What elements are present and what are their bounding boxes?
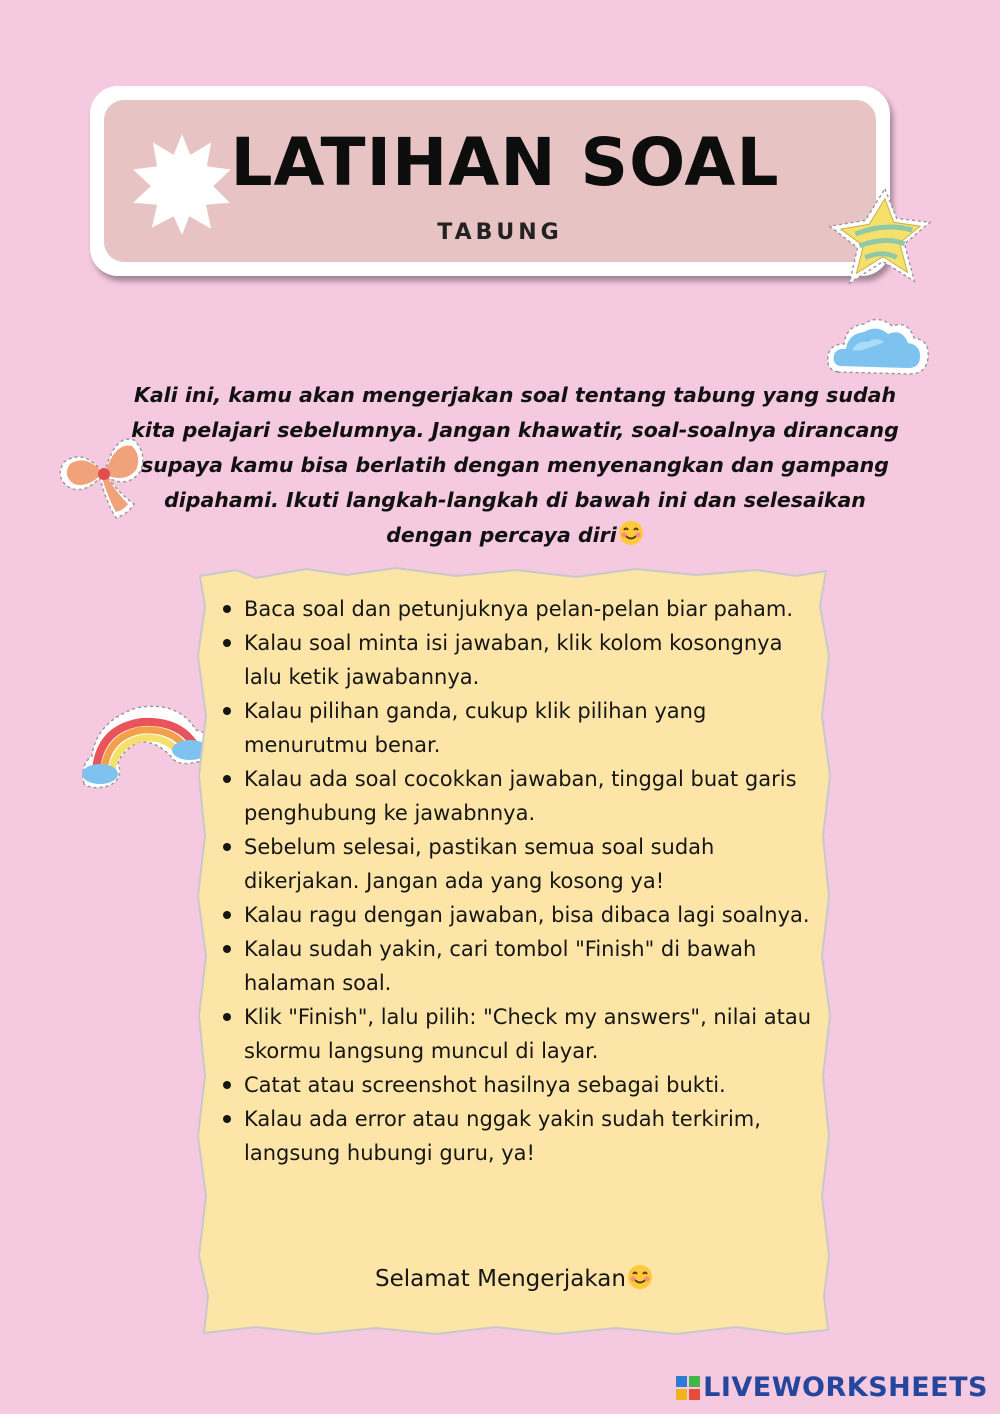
instruction-item-4: Kalau ada soal cocokkan jawaban, tinggal buat garis penghubung ke jawabnnya.	[244, 762, 824, 830]
smiling-face-icon	[618, 520, 644, 546]
instruction-item-2: Kalau soal minta isi jawaban, klik kolom kosongnya lalu ketik jawabannya.	[244, 626, 824, 694]
star-icon	[826, 186, 934, 290]
instructions-panel	[196, 566, 832, 1336]
page-title: LATIHAN SOAL	[230, 124, 780, 201]
instruction-item-10: Kalau ada error atau nggak yakin sudah terkirim, langsung hubungi guru, ya!	[244, 1102, 824, 1170]
instructions-list	[216, 592, 824, 1170]
liveworksheets-brand	[676, 1372, 988, 1403]
smiling-face-icon	[627, 1264, 653, 1290]
instruction-item-8: Klik "Finish", lalu pilih: "Check my answers", nilai atau skormu langsung muncul di layar.	[244, 1000, 824, 1068]
liveworksheets-logo-icon	[676, 1376, 700, 1400]
closing-line	[196, 1264, 832, 1292]
instruction-item-9: Catat atau screenshot hasilnya sebagai bukti.	[244, 1068, 824, 1102]
cloud-icon	[824, 310, 932, 382]
brand-name: LIVEWORKSHEETS	[703, 1372, 988, 1403]
intro-paragraph	[130, 378, 900, 553]
page-subtitle: TABUNG	[437, 220, 563, 245]
sparkle-burst-icon	[130, 132, 234, 236]
instruction-item-5: Sebelum selesai, pastikan semua soal sudah dikerjakan. Jangan ada yang kosong ya!	[244, 830, 824, 898]
instruction-item-6: Kalau ragu dengan jawaban, bisa dibaca lagi soalnya.	[244, 898, 824, 932]
instruction-item-3: Kalau pilihan ganda, cukup klik pilihan yang menurutmu benar.	[244, 694, 824, 762]
closing-text: Selamat Mengerjakan	[375, 1266, 626, 1292]
instruction-item-7: Kalau sudah yakin, cari tombol "Finish" di bawah halaman soal.	[244, 932, 824, 1000]
instruction-item-1: Baca soal dan petunjuknya pelan-pelan biar paham.	[244, 592, 824, 626]
intro-text: Kali ini, kamu akan mengerjakan soal tentang tabung yang sudah kita pelajari sebelumnya. Jangan khawatir, soal-soalnya dirancang supaya kamu bisa berlatih dengan menyenangkan dan gampang dipahami. Ikuti langkah-langkah di bawah ini dan selesaikan dengan percaya diri	[131, 383, 899, 547]
